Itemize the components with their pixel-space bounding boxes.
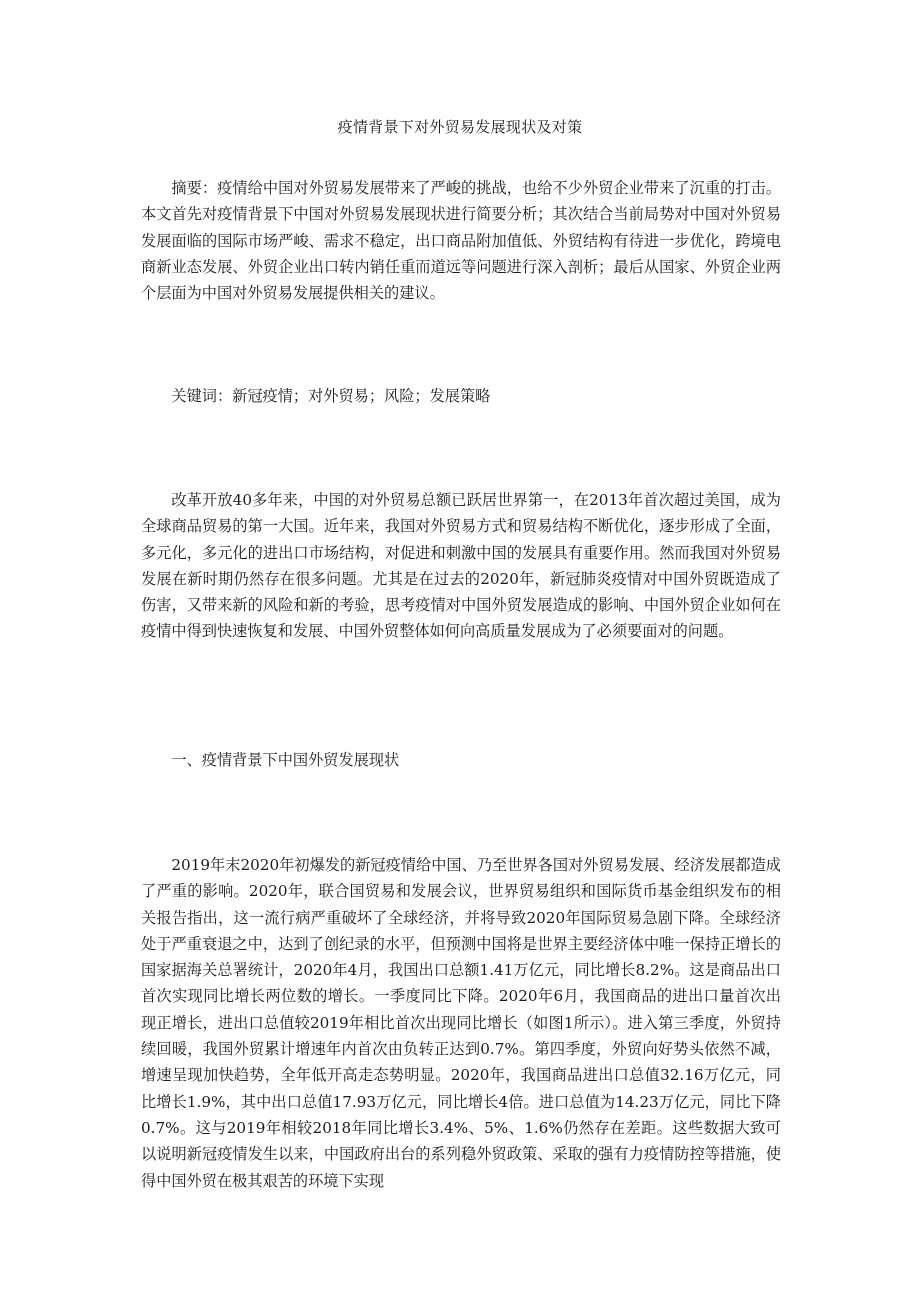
document-title: 疫情背景下对外贸易发展现状及对策 <box>337 118 583 136</box>
intro-paragraph: 改革开放40多年来，中国的对外贸易总额已跃居世界第一，在2013年首次超过美国，成为全球商品贸易的第一大国。近年来，我国对外贸易方式和贸易结构不断优化，逐步形成了全面，多元化，多元化的进出口市场结构，对促进和刺激中国的发展具有重要作用。然而我国对外贸易发展在新时期仍然存在很多问题。尤其是在过去的2020年，新冠肺炎疫情对中国外贸既造成了伤害，又带来新的风险和新的考验，思考疫情对中国外贸发展造成的影响、中国外贸企业如何在疫情中得到快速恢复和发展、中国外贸整体如何向高质量发展成为了必须要面对的问题。 <box>141 491 781 641</box>
section-body-paragraph: 2019年末2020年初爆发的新冠疫情给中国、乃至世界各国对外贸易发展、经济发展都造成了严重的影响。2020年，联合国贸易和发展会议，世界贸易组织和国际货币基金组织发布的相关报告指出，这一流行病严重破坏了全球经济，并将导致2020年国际贸易急剧下降。全球经济处于严重衰退之中，达到了创纪录的水平，但预测中国将是世界主要经济体中唯一保持正增长的国家据海关总署统计，2020年4月，我国出口总额1.41万亿元，同比增长8.2%。这是商品出口首次实现同比增长两位数的增长。一季度同比下降。2020年6月，我国商品的进出口量首次出现正增长，进出口总值较2019年相比首次出现同比增长（如图1所示）。进入第三季度，外贸持续回暖，我国外贸累计增速年内首次由负转正达到0.7%。第四季度，外贸向好势头依然不减，增速呈现加快趋势，全年低开高走态势明显。2020年，我国商品进出口总值32.16万亿元，同比增长1.9%，其中出口总值17.93万亿元，同比增长4倍。进口总值为14.23万亿元，同比下降0.7%。这与2019年相较2018年同比增长3.4%、5%、1.6%仍然存在差距。这些数据大致可以说明新冠疫情发生以来，中国政府出台的系列稳外贸政策、采取的强有力疫情防控等措施，使得中国外贸在极其艰苦的环境下实现 <box>141 856 781 1190</box>
abstract-paragraph: 摘要：疫情给中国对外贸易发展带来了严峻的挑战，也给不少外贸企业带来了沉重的打击。本文首先对疫情背景下中国对外贸易发展现状进行简要分析；其次结合当前局势对中国对外贸易发展面临的国际市场严峻、需求不稳定，出口商品附加值低、外贸结构有待进一步优化，跨境电商新业态发展、外贸企业出口转内销任重而道远等问题进行深入剖析；最后从国家、外贸企业两个层面为中国对外贸易发展提供相关的建议。 <box>141 179 781 303</box>
section-heading: 一、疫情背景下中国外贸发展现状 <box>171 751 400 769</box>
keywords-line: 关键词：新冠疫情；对外贸易；风险；发展策略 <box>171 387 491 405</box>
